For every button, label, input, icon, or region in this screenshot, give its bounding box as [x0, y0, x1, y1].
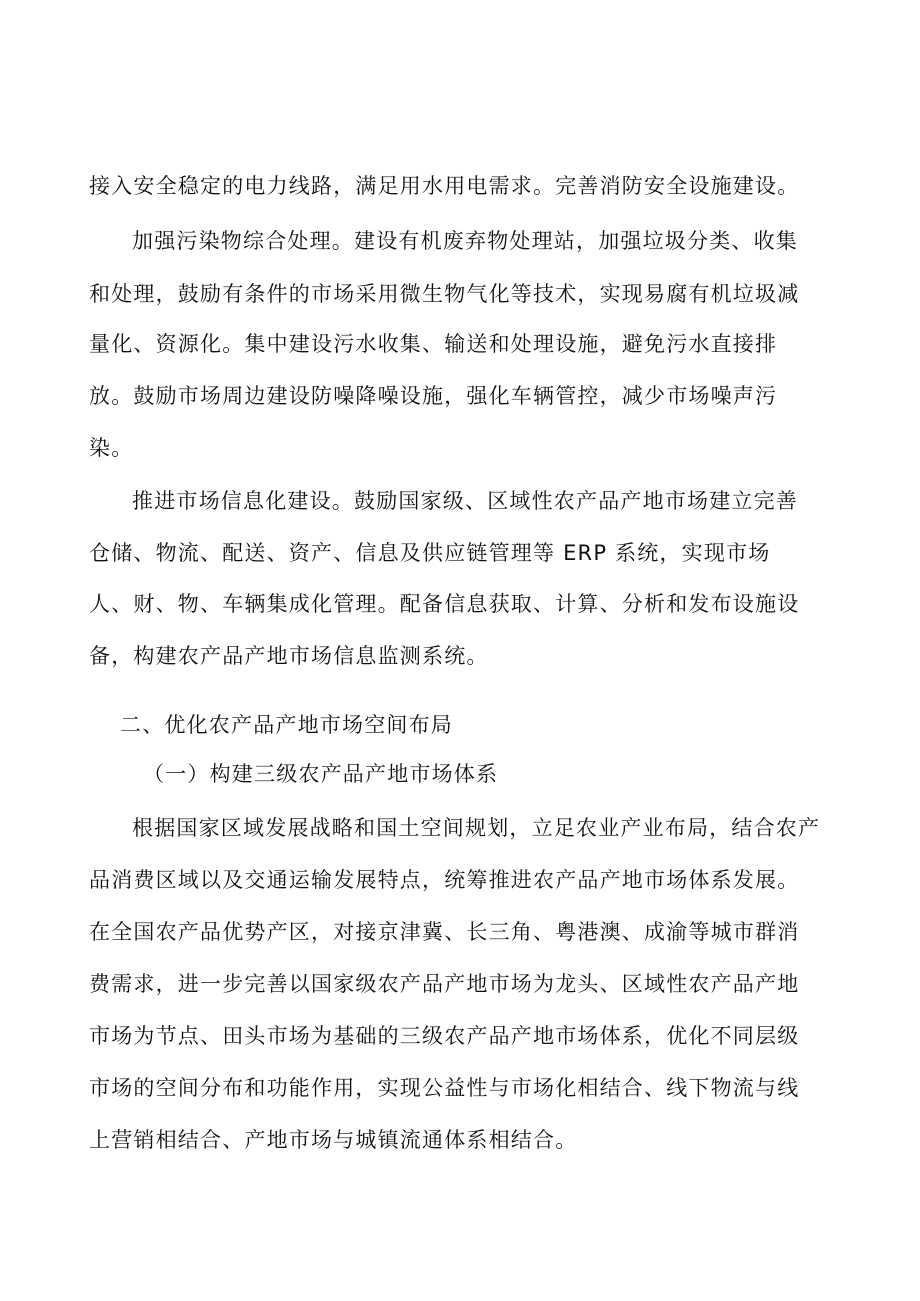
- subsection-heading: （一）构建三级农产品产地市场体系: [143, 762, 499, 786]
- paragraph-line: 放。鼓励市场周边建设防噪降噪设施，强化车辆管控，减少市场噪声污: [89, 384, 778, 408]
- paragraph-line: 市场的空间分布和功能作用，实现公益性与市场化相结合、线下物流与线: [89, 1076, 800, 1100]
- paragraph-line: 费需求，进一步完善以国家级农产品产地市场为龙头、区域性农产品产地: [89, 972, 800, 996]
- paragraph-line: 和处理，鼓励有条件的市场采用微生物气化等技术，实现易腐有机垃圾减: [89, 282, 800, 306]
- paragraph-line: 加强污染物综合处理。建设有机废弃物处理站，加强垃圾分类、收集: [132, 229, 798, 253]
- paragraph-line: 染。: [89, 436, 134, 460]
- section-heading: 二、优化农产品产地市场空间布局: [120, 713, 453, 737]
- paragraph-line: 推进市场信息化建设。鼓励国家级、区域性农产品产地市场建立完善: [132, 489, 798, 513]
- paragraph-line: 备，构建农产品产地市场信息监测系统。: [89, 644, 489, 668]
- paragraph-line: 根据国家区域发展战略和国土空间规划，立足农业产业布局，结合农产: [132, 816, 821, 840]
- paragraph-line: 人、财、物、车辆集成化管理。配备信息获取、计算、分析和发布设施设: [89, 592, 800, 616]
- paragraph-line: 量化、资源化。集中建设污水收集、输送和处理设施，避免污水直接排: [89, 332, 778, 356]
- paragraph-line: 上营销相结合、产地市场与城镇流通体系相结合。: [89, 1128, 578, 1152]
- paragraph-line: 在全国农产品优势产区，对接京津冀、长三角、粤港澳、成渝等城市群消: [89, 920, 800, 944]
- paragraph-line: 品消费区域以及交通运输发展特点，统筹推进农产品产地市场体系发展。: [89, 868, 800, 892]
- paragraph-line: 接入安全稳定的电力线路，满足用水用电需求。完善消防安全设施建设。: [89, 174, 800, 198]
- paragraph-line: 仓储、物流、配送、资产、信息及供应链管理等 ERP 系统，实现市场: [89, 541, 771, 565]
- paragraph-line: 市场为节点、田头市场为基础的三级农产品产地市场体系，优化不同层级: [89, 1024, 800, 1048]
